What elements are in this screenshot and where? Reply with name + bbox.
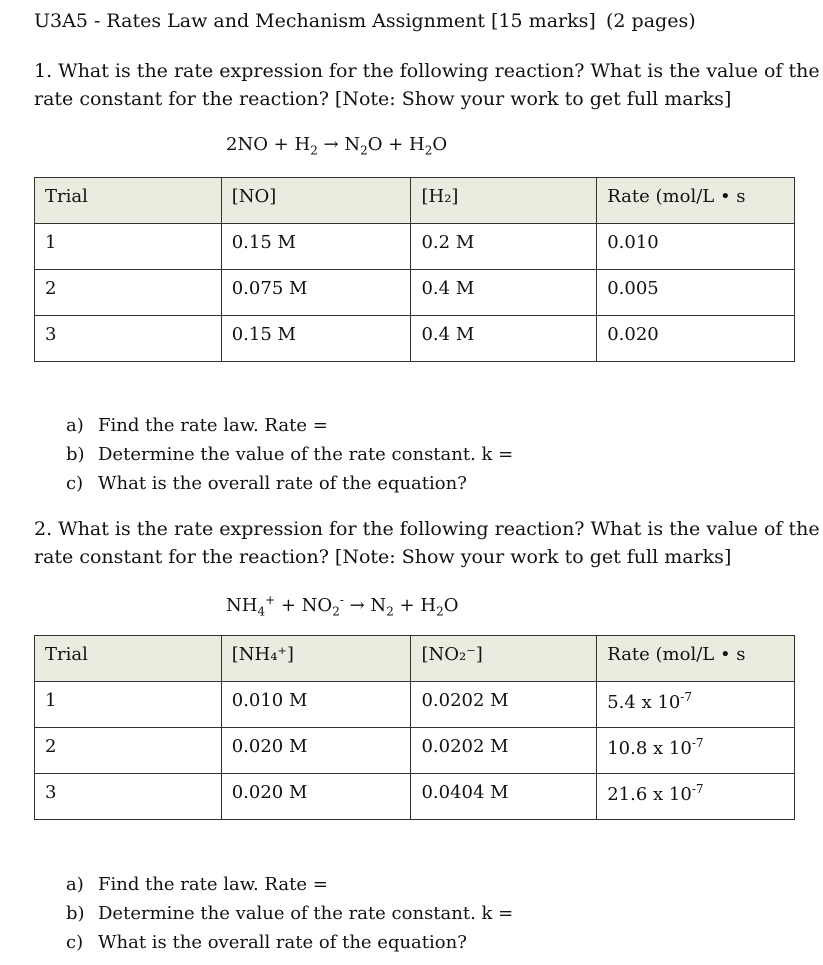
reaction-equation-2: $NH_4^+ + NO_2^- \to N_2 + H_2O$	[226, 593, 459, 619]
list-item: a) Find the rate law. Rate =	[66, 874, 328, 895]
table-row	[35, 316, 795, 362]
table-cell: 21.6 x $10^{-7}$	[597, 774, 795, 820]
table-cell: 5.4 x $10^{-7}$	[597, 682, 795, 728]
list-item: c) What is the overall rate of the equation?	[66, 932, 467, 953]
question-2-line-1: 2. What is the rate expression for the following reaction? What is the value of the	[34, 518, 820, 540]
page-title: U3A5 - Rates Law and Mechanism Assignment [15 marks]	[34, 10, 596, 32]
header-cell: Rate (mol/L • s	[597, 178, 795, 224]
table-cell: 0.020	[597, 316, 795, 362]
header-cell: [NO₂⁻]	[411, 636, 597, 682]
header-cell: Trial	[35, 178, 222, 224]
table-row	[35, 682, 795, 728]
question-2-parts	[66, 870, 513, 957]
rate-data-table-2	[34, 635, 795, 820]
list-item: c) What is the overall rate of the equation?	[66, 473, 467, 494]
table-cell: 0.020 M	[221, 774, 411, 820]
question-1-line-2: rate constant for the reaction? [Note: Show your work to get full marks]	[34, 88, 732, 110]
table-cell: 0.15 M	[221, 224, 411, 270]
table-cell: 0.0202 M	[411, 728, 597, 774]
table-row	[35, 774, 795, 820]
rate-data-table-1	[34, 177, 795, 362]
table-cell: 2	[35, 270, 222, 316]
table-cell: 3	[35, 774, 222, 820]
question-1	[34, 57, 820, 113]
table-cell: 3	[35, 316, 222, 362]
table-cell: 1	[35, 224, 222, 270]
question-2	[34, 515, 820, 571]
list-item: b) Determine the value of the rate constant. k =	[66, 903, 514, 924]
table-cell: 0.2 M	[411, 224, 597, 270]
table-cell: 0.15 M	[221, 316, 411, 362]
table-cell: 0.4 M	[411, 316, 597, 362]
question-1-line-1: 1. What is the rate expression for the following reaction? What is the value of the	[34, 60, 820, 82]
table-row	[35, 728, 795, 774]
table-cell: 0.0202 M	[411, 682, 597, 728]
reaction-equation-1: $2NO + H_2 \to N_2O + H_2O$	[226, 134, 448, 158]
table-cell: 1	[35, 682, 222, 728]
table-header-row	[35, 178, 795, 224]
question-2-line-2: rate constant for the reaction? [Note: Show your work to get full marks]	[34, 546, 732, 568]
question-1-parts	[66, 411, 513, 498]
list-item: a) Find the rate law. Rate =	[66, 415, 328, 436]
table-cell: 0.0404 M	[411, 774, 597, 820]
table-cell: 10.8 x $10^{-7}$	[597, 728, 795, 774]
table-row	[35, 270, 795, 316]
table-cell: 2	[35, 728, 222, 774]
list-item: b) Determine the value of the rate constant. k =	[66, 444, 514, 465]
table-cell: 0.010 M	[221, 682, 411, 728]
header-cell: [NO]	[221, 178, 411, 224]
header-cell: [NH₄⁺]	[221, 636, 411, 682]
header-cell: Trial	[35, 636, 222, 682]
page-count: (2 pages)	[606, 10, 696, 32]
header-cell: [H₂]	[411, 178, 597, 224]
table-row	[35, 224, 795, 270]
table-cell: 0.020 M	[221, 728, 411, 774]
table-cell: 0.005	[597, 270, 795, 316]
table-cell: 0.010	[597, 224, 795, 270]
header-cell: Rate (mol/L • s	[597, 636, 795, 682]
table-cell: 0.4 M	[411, 270, 597, 316]
table-cell: 0.075 M	[221, 270, 411, 316]
table-header-row	[35, 636, 795, 682]
